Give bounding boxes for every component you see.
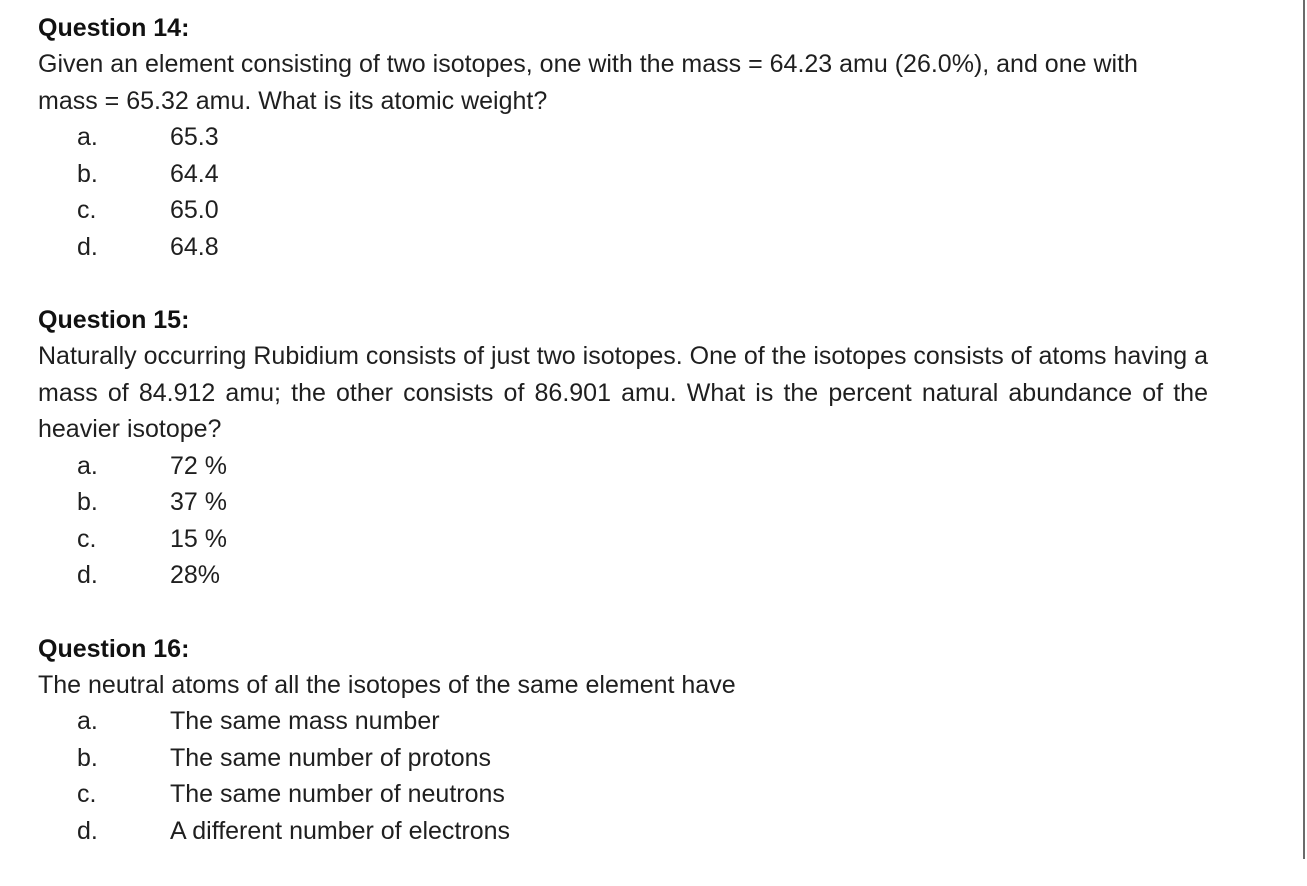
- option-letter: d.: [77, 232, 98, 261]
- option-text: 65.0: [170, 196, 219, 224]
- option-text: 64.4: [170, 159, 219, 188]
- question-title: Question 14:: [38, 14, 190, 42]
- option-letter: b.: [77, 159, 98, 188]
- question-text: Given an element consisting of two isotopes, one with the mass = 64.23 amu (26.0%), and one with mass = 65.32 amu. What is its atomic weight?: [38, 50, 1138, 115]
- answer-options: [38, 703, 1208, 849]
- option-a: [38, 703, 1208, 740]
- option-d: [38, 813, 1208, 850]
- option-letter: c.: [77, 780, 97, 808]
- option-text: 37 %: [170, 488, 227, 516]
- question-title: Question 15:: [38, 306, 190, 334]
- option-b: [38, 156, 1208, 193]
- option-letter: a.: [77, 707, 98, 735]
- option-d: [38, 557, 1208, 594]
- option-a: [38, 119, 1208, 156]
- question-title: Question 16:: [38, 634, 190, 663]
- option-text: 15 %: [170, 524, 227, 553]
- question-16: [38, 631, 1208, 850]
- option-text: The same number of protons: [170, 743, 491, 772]
- option-letter: a.: [77, 123, 98, 151]
- option-text: 64.8: [170, 232, 219, 261]
- document-page: [38, 10, 1208, 886]
- page-edge-rule: [1303, 0, 1305, 859]
- option-letter: b.: [77, 743, 98, 772]
- option-letter: d.: [77, 561, 98, 589]
- option-c: [38, 192, 1208, 229]
- option-letter: a.: [77, 451, 98, 480]
- option-text: 28%: [170, 561, 221, 589]
- question-15: [38, 302, 1208, 594]
- option-text: A different number of electrons: [170, 816, 511, 845]
- answer-options: [38, 119, 1208, 265]
- option-letter: b.: [77, 488, 98, 516]
- option-c: [38, 776, 1208, 813]
- option-c: [38, 521, 1208, 558]
- option-letter: c.: [77, 196, 97, 224]
- option-d: [38, 229, 1208, 266]
- question-14: [38, 10, 1208, 265]
- option-a: [38, 448, 1208, 485]
- option-letter: c.: [77, 524, 97, 553]
- option-b: [38, 484, 1208, 521]
- answer-options: [38, 448, 1208, 594]
- question-text: The neutral atoms of all the isotopes of the same element have: [38, 670, 736, 699]
- question-text: Naturally occurring Rubidium consists of just two isotopes. One of the isotopes consists of atoms having a mass of 84.912 amu; the other consists of 86.901 amu. What is the percent natural abundance of the heavier isotope?: [38, 342, 1209, 443]
- option-text: The same mass number: [170, 707, 440, 735]
- option-b: [38, 740, 1208, 777]
- option-letter: d.: [77, 816, 98, 845]
- option-text: 72 %: [170, 451, 227, 480]
- option-text: The same number of neutrons: [170, 780, 505, 808]
- option-text: 65.3: [170, 123, 219, 151]
